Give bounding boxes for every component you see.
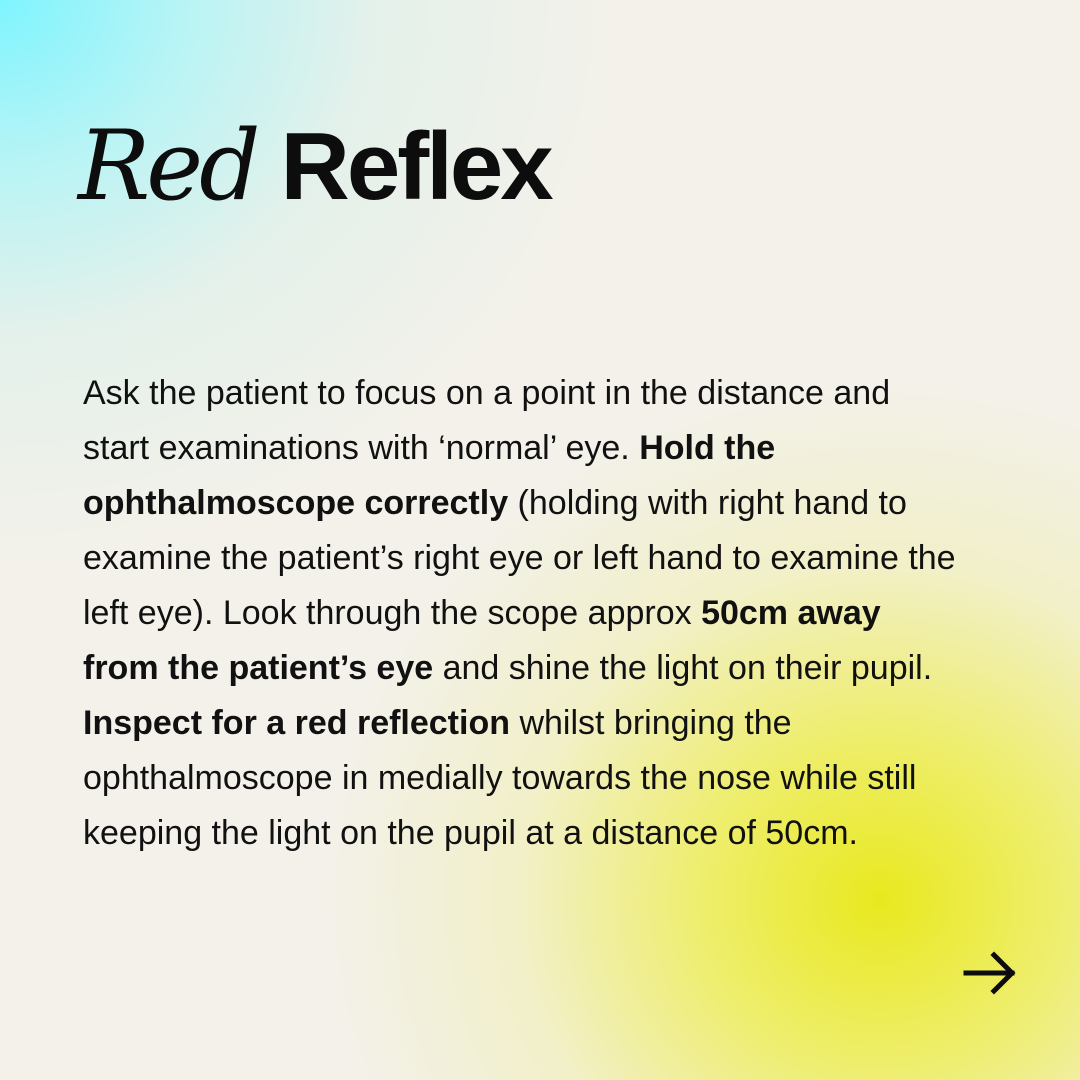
- body-text-segment: (holding with right hand to examine the patient’s right eye or left hand to examine the left eye). Look through the scope approx: [83, 484, 956, 632]
- title-bold-word: Reflex: [280, 113, 551, 220]
- next-slide-button[interactable]: [962, 950, 1020, 996]
- highlight-hold-correctly: Hold the ophthalmoscope correctly: [83, 429, 776, 522]
- body-text-segment: whilst bringing the ophthalmoscope in medially towards the nose while still keeping the light on the pupil at a distance of 50cm.: [83, 704, 917, 852]
- highlight-distance: 50cm away from the patient’s eye: [83, 594, 881, 687]
- arrow-right-icon: [962, 950, 1020, 996]
- instruction-paragraph: [83, 366, 963, 861]
- title-italic-word: Red: [78, 110, 257, 222]
- body-text-segment: Ask the patient to focus on a point in the distance and start examinations with ‘normal’ eye.: [83, 374, 891, 467]
- highlight-inspect: Inspect for a red reflection: [83, 704, 510, 742]
- body-text-segment: and shine the light on their pupil.: [433, 649, 933, 687]
- page-title: [78, 110, 551, 222]
